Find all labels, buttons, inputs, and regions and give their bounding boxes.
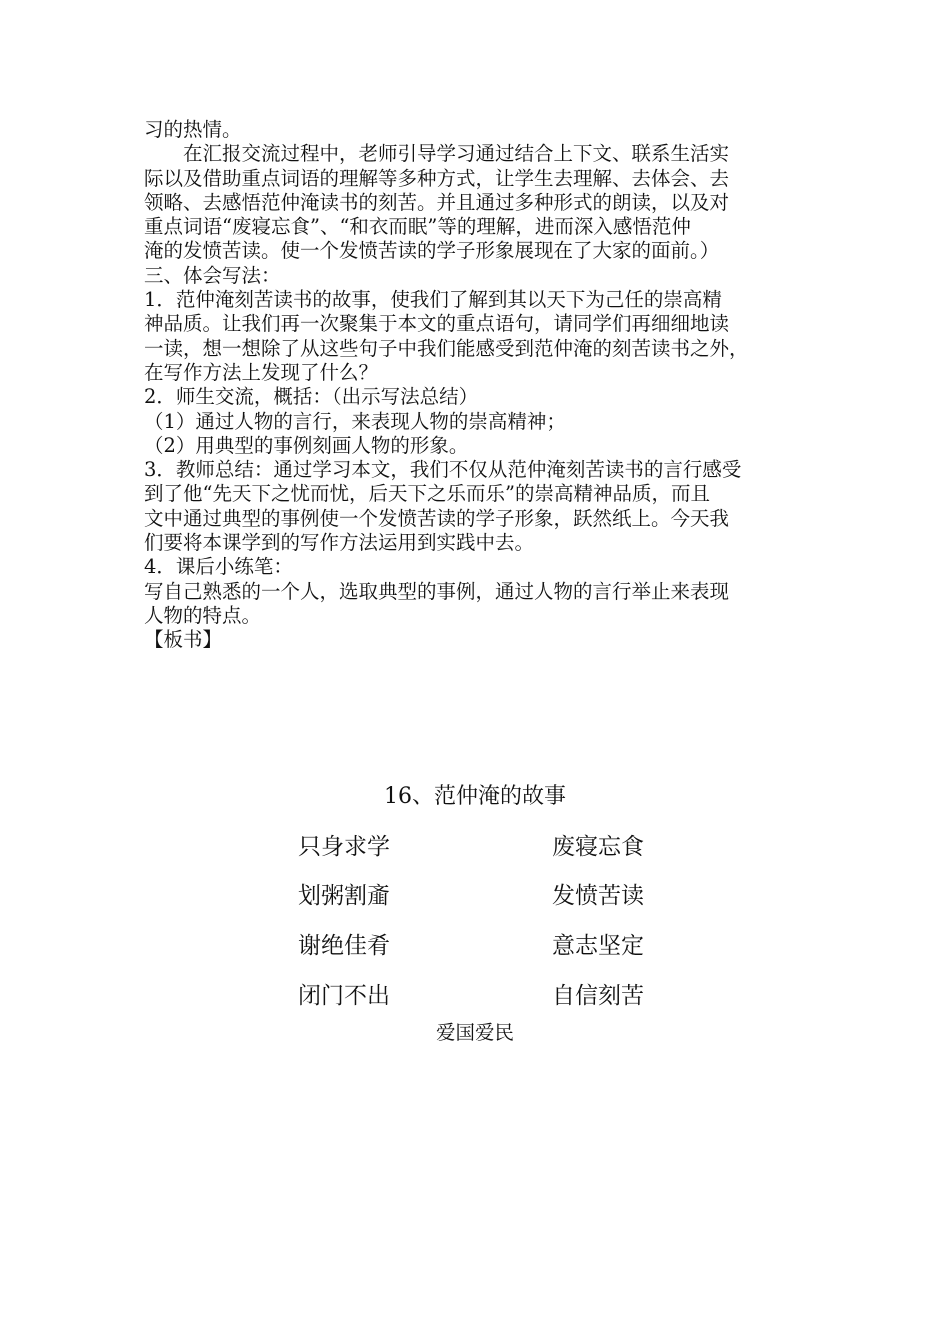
- board-item-left: 划粥割齑: [298, 883, 390, 909]
- board-row: [0, 831, 950, 863]
- text-line: 神品质。让我们再一次聚集于本文的重点语句，请同学们再细细地读: [144, 312, 730, 336]
- text-line: 在写作方法上发现了什么？: [144, 360, 379, 384]
- text-line: 习的热情。: [144, 118, 242, 141]
- board-row: [0, 930, 950, 962]
- board-item-left: 谢绝佳肴: [298, 933, 390, 959]
- board-item-right: 自信刻苦: [552, 983, 644, 1009]
- text-line: 领略、去感悟范仲淹读书的刻苦。并且通过多种形式的朗读，以及对: [144, 190, 730, 214]
- board-footer: 爱国爱民: [435, 1021, 514, 1044]
- text-line: 人物的特点。: [144, 603, 262, 627]
- board-item-right: 发愤苦读: [552, 883, 644, 909]
- text-line: 到了他“先天下之忧而忧，后天下之乐而乐”的崇高精神品质，而且: [144, 482, 710, 506]
- text-line: （1）通过人物的言行，来表现人物的崇高精神；: [144, 409, 566, 433]
- text-line: 文中通过典型的事例使一个发愤苦读的学子形象，跃然纸上。今天我: [144, 506, 730, 530]
- text-line: 淹的发愤苦读。使一个发愤苦读的学子形象展现在了大家的面前。）: [144, 239, 720, 263]
- board-item-right: 意志坚定: [552, 933, 644, 959]
- text-line: 在汇报交流过程中，老师引导学习通过结合上下文、联系生活实: [144, 142, 730, 166]
- board-item-left: 闭门不出: [298, 983, 390, 1009]
- board-label: 【板书】: [144, 628, 223, 652]
- text-line: 际以及借助重点词语的理解等多种方式，让学生去理解、去体会、去: [144, 166, 730, 190]
- lesson-text: [144, 118, 824, 653]
- text-line: 2．师生交流，概括：（出示写法总结）: [144, 385, 479, 409]
- text-line: 4．课后小练笔：: [144, 555, 293, 579]
- text-line: 1．范仲淹刻苦读书的故事，使我们了解到其以天下为己任的崇高精: [144, 288, 722, 312]
- text-line: （2）用典型的事例刻画人物的形象。: [144, 433, 469, 457]
- board-item-right: 废寝忘食: [552, 834, 644, 860]
- text-line: 们要将本课学到的写作方法运用到实践中去。: [144, 531, 535, 555]
- text-line: 重点词语“废寝忘食”、“和衣而眠”等的理解，进而深入感悟范仲: [144, 215, 691, 239]
- text-line: 写自己熟悉的一个人，选取典型的事例，通过人物的言行举止来表现: [144, 579, 730, 603]
- text-line: 一读，想一想除了从这些句子中我们能感受到范仲淹的刻苦读书之外，: [144, 336, 749, 360]
- board-row: [0, 980, 950, 1012]
- section-heading: 三、体会写法：: [144, 263, 281, 287]
- board-row: [0, 880, 950, 912]
- board-item-left: 只身求学: [298, 834, 390, 860]
- board-title: 16、范仲淹的故事: [384, 784, 566, 809]
- text-line: 3．教师总结：通过学习本文，我们不仅从范仲淹刻苦读书的言行感受: [144, 458, 742, 482]
